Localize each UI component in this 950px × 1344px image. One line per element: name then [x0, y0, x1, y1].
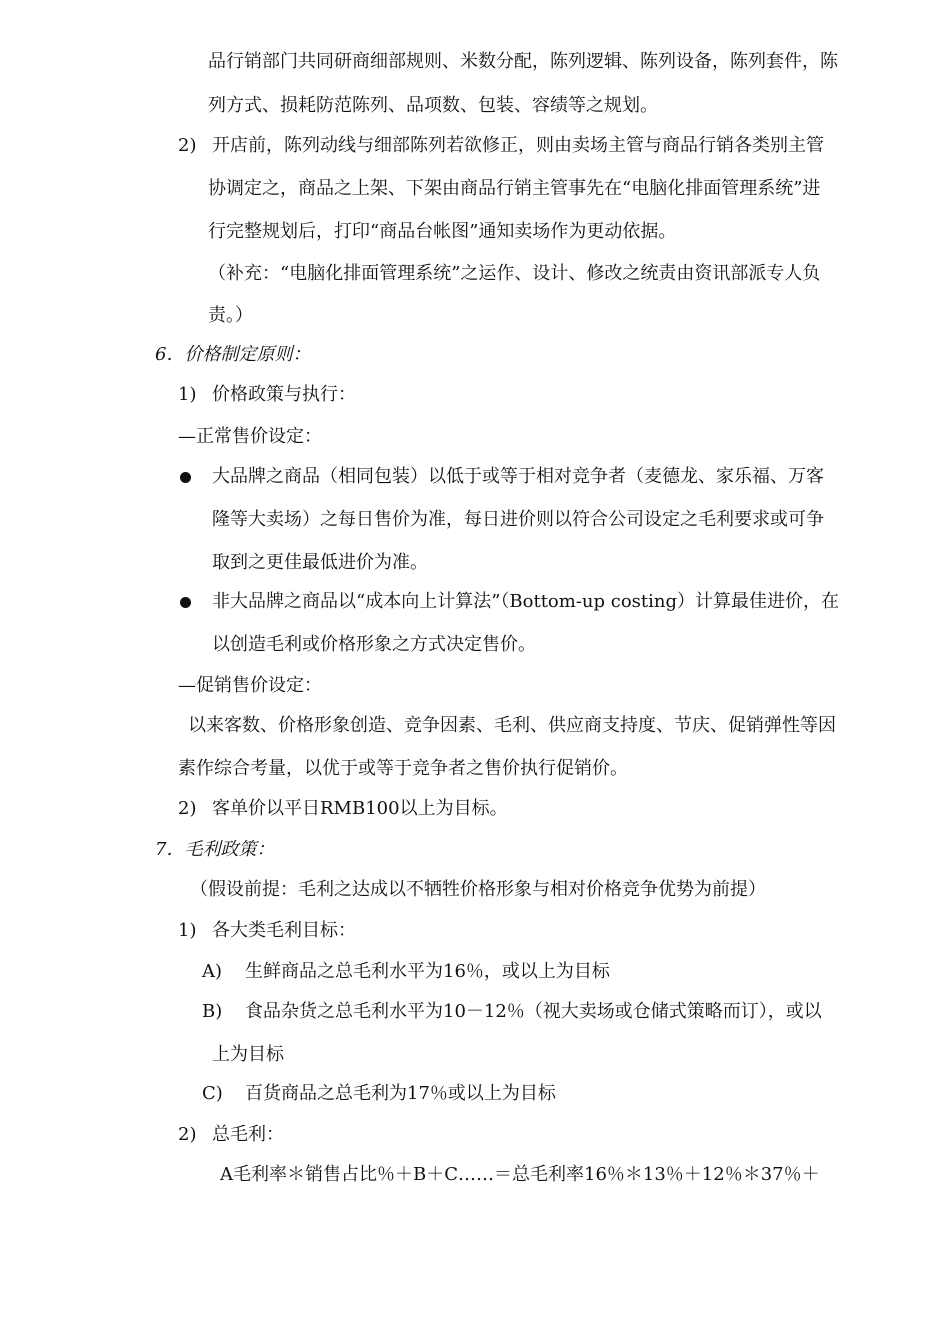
text-line: 客单价以平日RMB100以上为目标。: [212, 798, 508, 819]
bullet-icon: [180, 597, 191, 608]
list-number: 1): [178, 920, 197, 941]
text-line: （假设前提：毛利之达成以不牺牲价格形象与相对价格竞争优势为前提）: [190, 879, 766, 900]
list-number: 2): [178, 1124, 197, 1145]
text-line: 责。）: [208, 305, 253, 326]
formula-line: A毛利率＊销售占比％＋B＋C……＝总毛利率16％＊13％＋12％＊37％＋: [220, 1164, 820, 1185]
section-heading: 6．价格制定原则：: [155, 344, 311, 365]
text-line: 以来客数、价格形象创造、竞争因素、毛利、供应商支持度、节庆、促销弹性等因: [188, 715, 836, 736]
text-line: 上为目标: [212, 1044, 284, 1065]
text-line: 大品牌之商品（相同包装）以低于或等于相对竞争者（麦德龙、家乐福、万客: [212, 466, 824, 487]
list-number: 2): [178, 135, 197, 156]
text-line: 行完整规划后，打印“商品台帐图”通知卖场作为更动依据。: [208, 221, 677, 242]
list-letter: A): [202, 961, 223, 982]
list-number: 2): [178, 798, 197, 819]
text-line: （补充：“电脑化排面管理系统”之运作、设计、修改之统责由资讯部派专人负: [208, 263, 821, 284]
text-line: 列方式、损耗防范陈列、品项数、包装、容绩等之规划。: [208, 95, 658, 116]
text-line: 总毛利：: [212, 1124, 284, 1145]
text-line: 取到之更佳最低进价为准。: [212, 552, 428, 573]
text-line: 协调定之，商品之上架、下架由商品行销主管事先在“电脑化排面管理系统”进: [208, 178, 821, 199]
text-line: 素作综合考量，以优于或等于竞争者之售价执行促销价。: [178, 758, 628, 779]
sub-heading: —促销售价设定：: [178, 675, 322, 696]
text-line: 食品杂货之总毛利水平为10－12％（视大卖场或仓储式策略而订），或以: [245, 1001, 822, 1022]
list-letter: C): [202, 1083, 223, 1104]
text-line: 生鲜商品之总毛利水平为16％，或以上为目标: [245, 961, 610, 982]
text-line: 以创造毛利或价格形象之方式决定售价。: [212, 634, 536, 655]
sub-heading: —正常售价设定：: [178, 426, 322, 447]
text-line: 隆等大卖场）之每日售价为准，每日进价则以符合公司设定之毛利要求或可争: [212, 509, 824, 530]
text-line: 价格政策与执行：: [212, 384, 356, 405]
text-line: 开店前，陈列动线与细部陈列若欲修正，则由卖场主管与商品行销各类别主管: [212, 135, 824, 156]
bullet-icon: [180, 472, 191, 483]
section-heading: 7．毛利政策：: [155, 839, 275, 860]
list-number: 1): [178, 384, 197, 405]
text-line: 非大品牌之商品以“成本向上计算法”（Bottom-up costing）计算最佳进价，在: [212, 591, 840, 612]
text-line: 各大类毛利目标：: [212, 920, 356, 941]
text-line: 品行销部门共同研商细部规则、米数分配，陈列逻辑、陈列设备，陈列套件，陈: [208, 51, 838, 72]
text-line: 百货商品之总毛利为17％或以上为目标: [245, 1083, 556, 1104]
list-letter: B): [202, 1001, 223, 1022]
